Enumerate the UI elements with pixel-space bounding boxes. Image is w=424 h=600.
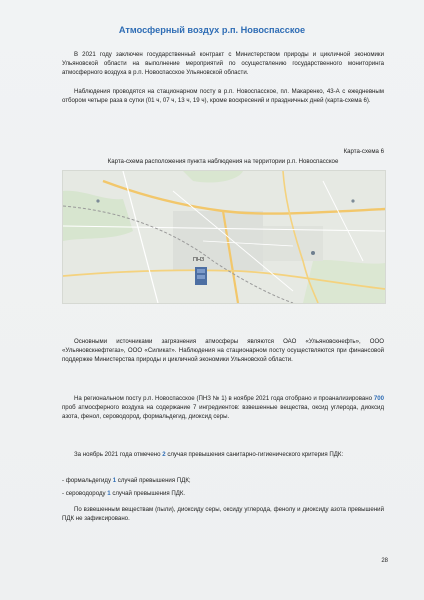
exceedances-text-a: За ноябрь 2021 года отмечено	[74, 451, 163, 458]
exceedances-count: 2	[162, 451, 166, 458]
station-marker-label: ПНЗ	[193, 257, 205, 263]
map-drawing	[63, 171, 385, 303]
samples-count: 700	[373, 395, 384, 402]
samples-text-b: проб атмосферного воздуха на содержание 7 ингредиентов: взвешенные вещества, оксид углерода, диоксид азота, фенол, сероводород, формальдегид, диоксид серы.	[62, 404, 384, 420]
list-item-formaldehyde	[62, 477, 191, 484]
paragraph-samples	[62, 394, 384, 421]
hydrogen-sulfide-count: 1	[107, 490, 111, 497]
hydrogen-sulfide-text-a: - сероводороду	[62, 490, 108, 497]
map-caption: Карта-схема расположения пункта наблюдения на территории р.п. Новоспасское	[107, 158, 339, 165]
list-item-hydrogen-sulfide	[62, 490, 185, 497]
samples-text-a: На региональном посту р.п. Новоспасское (ПНЗ № 1) в ноябре 2021 года отобрано и проанализировано	[74, 395, 374, 402]
formaldehyde-count: 1	[112, 477, 117, 484]
map-image	[62, 170, 386, 304]
paragraph-no-exceedances: По взвешенным веществам (пыли), диоксиду серы, оксиду углерода, фенолу и диоксиду азота превышений ПДК не зафиксировано.	[62, 506, 384, 522]
paragraph-contract: В 2021 году заключен государственный контракт с Министерством природы и цикличной экономики Ульяновской области на выполнение мероприятий по осуществлению государственного мониторинга атмосферного воздуха в р.п. Новоспасское Ульяновской области.	[62, 51, 384, 76]
formaldehyde-text-a: - формальдегиду	[62, 477, 113, 484]
paragraph-observations: Наблюдения проводятся на стационарном посту в р.п. Новоспасское, пл. Макаренко, 43-А с ежедневным отбором четыре раза в сутки (01 ч, 07 ч, 13 ч, 19 ч), кроме воскресений и праздничных дней (карта-схема 6).	[62, 88, 384, 104]
map-label: Карта-схема 6	[343, 148, 384, 155]
page-number: 28	[381, 558, 388, 564]
page-title: Атмосферный воздух р.п. Новоспасское	[118, 25, 306, 35]
formaldehyde-text-b: случай превышения ПДК;	[116, 477, 191, 484]
hydrogen-sulfide-text-b: случай превышения ПДК.	[110, 490, 186, 497]
exceedances-text-b: случая превышения санитарно-гигиенического критерия ПДК:	[165, 451, 344, 458]
paragraph-sources: Основными источниками загрязнения атмосферы являются ОАО «Ульяновскнефть», ООО «Ульяновскнефтегаз», ООО «Силикат». Наблюдения на стационарном посту осуществляются при финансовой поддержке Министерства природы и цикличной экономики Ульяновской области.	[62, 338, 384, 363]
paragraph-exceedances	[62, 450, 384, 459]
